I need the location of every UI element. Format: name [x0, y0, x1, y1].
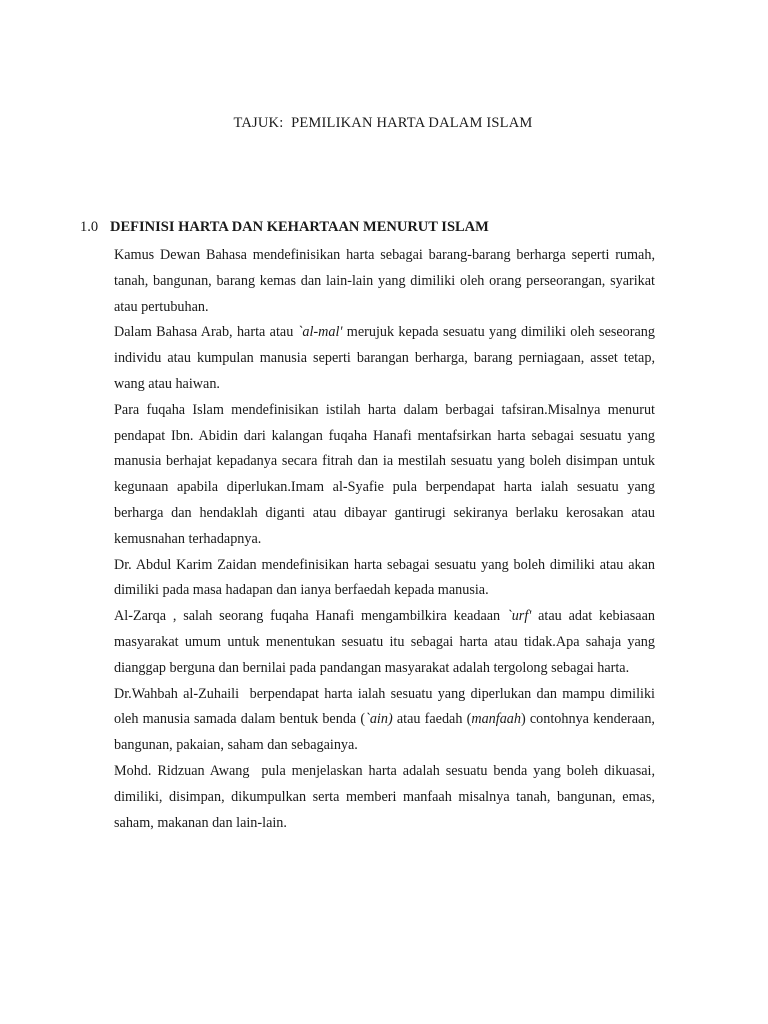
paragraph-text: Kamus Dewan Bahasa mendefinisikan harta sebagai barang-barang berharga seperti rumah, tanah, bangunan, barang kemas dan lain-lain yang dimiliki oleh orang perseorangan, syarikat atau pertubuhan.: [114, 247, 655, 315]
paragraph-text: atau adat kebiasaan masyarakat umum untuk menentukan sesuatu itu sebagai harta atau tidak.Apa sahaja yang dianggap berguna dan bernilai pada pandangan masyarakat adalah tergolong sebagai harta.: [114, 608, 655, 676]
paragraph-text: Dalam Bahasa Arab, harta atau: [114, 324, 298, 341]
paragraph: [114, 604, 655, 681]
paragraph: [114, 243, 655, 320]
page-title: TAJUK: PEMILIKAN HARTA DALAM ISLAM: [233, 115, 533, 131]
section-number: 1.0: [80, 219, 99, 235]
section-body: [114, 243, 659, 836]
italic-term: `ain): [365, 711, 393, 728]
italic-term: manfaah: [471, 711, 521, 728]
paragraph: [114, 682, 659, 759]
paragraph: [114, 320, 655, 397]
paragraph-text: merujuk kepada sesuatu yang dimiliki oleh seseorang individu atau kumpulan manusia seperti barangan berharga, barang perniagaan, asset tetap, wang atau haiwan.: [114, 324, 655, 392]
paragraph-text: atau faedah (: [392, 711, 472, 728]
italic-term: `al-mal': [297, 324, 343, 341]
paragraph: [114, 553, 655, 605]
paragraph: [114, 398, 655, 553]
paragraph-text: Dr. Abdul Karim Zaidan mendefinisikan harta sebagai sesuatu yang boleh dimiliki atau akan dimiliki pada masa hadapan dan ianya berfaedah kepada manusia.: [114, 556, 655, 599]
paragraph-text: Para fuqaha Islam mendefinisikan istilah harta dalam berbagai tafsiran.Misalnya menurut pendapat Ibn. Abidin dari kalangan fuqaha Hanafi mentafsirkan harta sebagai sesuatu yang manusia berhajat kepadanya secara fitrah dan ia mestilah sesuatu yang boleh disimpan untuk kegunaan apabila diperlukan.Imam al-Syafie pula berpendapat harta ialah sesuatu yang berharga dan hendaklah diganti atau dibayar gantirugi sekiranya berlaku kerosakan atau kemusnahan terhadapnya.: [114, 401, 655, 547]
paragraph-text: Mohd. Ridzuan Awang pula menjelaskan harta adalah sesuatu benda yang boleh dikuasai, dimiliki, disimpan, dikumpulkan serta memberi manfaah misalnya tanah, bangunan, emas, saham, makanan dan lain-lain.: [114, 762, 659, 831]
paragraph: [114, 759, 659, 836]
paragraph-text: Dr.Wahbah al-Zuhaili berpendapat harta ialah sesuatu yang diperlukan dan mampu dimiliki oleh manusia samada dalam bentuk benda (: [114, 685, 659, 728]
italic-term: `urf': [506, 608, 532, 625]
paragraph-text: ) contohnya kenderaan, bangunan, pakaian, saham dan sebagainya.: [114, 711, 655, 754]
section-heading: [80, 219, 489, 236]
section-heading-text: DEFINISI HARTA DAN KEHARTAAN MENURUT ISLAM: [110, 219, 489, 235]
paragraph-text: Al-Zarqa , salah seorang fuqaha Hanafi mengambilkira keadaan: [114, 608, 507, 625]
